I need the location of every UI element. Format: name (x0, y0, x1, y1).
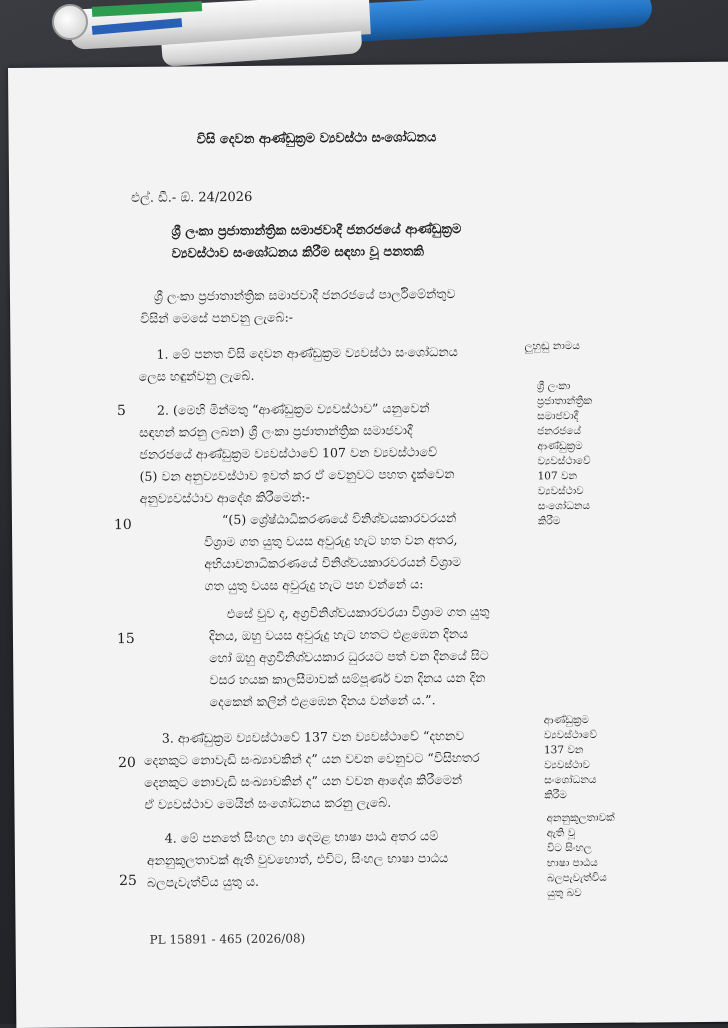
margin-note-2-line-5: ආණ්ඩුක්‍රම (537, 439, 583, 453)
margin-note-3-line-5: සංශෝධනය (544, 773, 597, 787)
line-number-20: 20 (117, 754, 136, 772)
section-4-line-3: බලපැවැත්විය යුතු ය. (147, 873, 260, 890)
margin-note-2-line-10: කිරීම (537, 515, 561, 528)
section-2-line-3: ජනරජයේ ආණ්ඩුක්‍රම ව්‍යවස්ථාවේ 107 වන ව්‍යවස්ථාවේ (139, 444, 438, 462)
preamble-line-2: විසින් මෙසේ පනවනු ලැබේ:- (140, 309, 294, 326)
margin-note-2-line-7: 107 වන (537, 470, 578, 483)
margin-note-2-line-8: ව්‍යවස්ථාව (537, 484, 584, 498)
section-3-line-2: දෙනකුට නොවැඩි සංඛ්‍යාවකින් ද” යන වචන වෙනුවට “විසිහතර (143, 749, 480, 768)
margin-note-2-line-2: ප්‍රජාතාන්ත්‍රික (536, 394, 593, 408)
margin-note-3-line-1: ආණ්ඩුක්‍රම (543, 713, 590, 727)
bill-reference: එල්. ඩී.- ඕ. 24/2026 (131, 189, 253, 206)
subtitle-line-1: ශ්‍රී ලංකා ප්‍රජාතාන්ත්‍රික සමාජවාදී ජනරජයේ ආණ්ඩුක්‍රම (171, 222, 462, 240)
footer-reference: PL 15891 - 465 (2026/08) (149, 931, 306, 947)
quote-2-line-5: දෙකෙන් කලින් එළඹෙන දිනය වන්නේ ය.”. (209, 692, 436, 710)
pen-barrel-blue (351, 0, 653, 42)
preamble-line-1: ශ්‍රී ලංකා ප්‍රජාතාන්ත්‍රික සමාජවාදී ජනරජයේ පාර්ලිමේන්තුව (153, 286, 456, 304)
quote-2-line-3: හෝ ඔහු අග්‍රවිනිශ්චයකාර ධුරයට පත් වන දිනයේ සිට (209, 647, 489, 666)
section-3-line-4: ඒ ව්‍යවස්ථාව මෙයින් සංශෝධනය කරනු ලැබේ. (144, 794, 392, 812)
margin-note-4-line-2: ඇති වූ (546, 827, 576, 840)
margin-note-3-line-3: 137 වන (543, 744, 584, 757)
document-title: විසි දෙවන ආණ්ඩුක්‍රම ව්‍යවස්ථා සංශෝධනය (196, 130, 437, 148)
margin-note-2-line-4: ජනරජයේ (537, 425, 582, 438)
pen-clip-ring (52, 4, 88, 40)
section-2-line-5: අනුව්‍යවස්ථාව ආදේශ කිරීමෙන්:- (139, 489, 310, 506)
line-number-10: 10 (113, 516, 132, 534)
quote-1-line-1: “(5) ශ්‍රේෂ්ඨාධිකරණයේ විනිශ්චයකාරවරයන් (221, 510, 457, 528)
margin-note-4-line-1: අනනුකූලතාවක් (546, 811, 615, 825)
margin-note-4-line-5: බලපැවැත්විය (547, 871, 607, 885)
section-4-line-1: 4. මේ පනතේ සිංහල හා දෙමළ භාෂා පාඨ අතර යම් (164, 828, 439, 846)
margin-note-2-line-1: ශ්‍රී ලංකා (536, 380, 571, 393)
margin-note-3-line-4: ව්‍යවස්ථාව (544, 758, 591, 772)
section-1-line-2: ලෙස හඳුන්වනු ලැබේ. (138, 367, 255, 384)
margin-note-4-line-4: භාෂා පාඨය (546, 856, 598, 870)
line-number-25: 25 (119, 872, 137, 890)
margin-note-2-line-6: ව්‍යවස්ථාවේ (537, 454, 591, 468)
section-2-line-4: (5) වන අනුව්‍යවස්ථාව ඉවත් කර ඒ වෙනුවට පහත දැක්වෙන (139, 466, 455, 484)
margin-note-4-line-3: විට සිංහල (546, 841, 592, 855)
margin-note-2-line-9: සංශෝධනය (537, 499, 591, 513)
margin-note-4-line-6: යුතු බව (547, 887, 582, 900)
quote-2-line-4: වසර හයක කාලසීමාවක් සම්පූර්ණ වන දිනය යන දින (209, 669, 486, 688)
document-page (8, 62, 728, 1028)
margin-note-3-line-6: කිරීම (544, 789, 567, 802)
quote-1-line-2: විශ්‍රාම ගත යුතු වයස අවුරුදු හැට හත වන අතර, (204, 532, 458, 550)
quote-1-line-3: අභියාචනාධිකරණයේ විනිශ්චයකාරවරයන් විශ්‍රාම (204, 554, 462, 572)
quote-2-line-2: දිනය, ඔහු වයස අවුරුදු හැට හතට එළඹෙන දිනය (208, 626, 469, 644)
section-3-line-3: දෙනකුට නොවැඩි සංඛ්‍යාවකින් ද” යන වචන ආදේශ කිරීමෙන් (144, 772, 463, 790)
quote-2-line-1: එසේ වුව ද, අග්‍රවිනිශ්චයකාරවරයා විශ්‍රාම ගත යුතු (226, 603, 490, 622)
section-2-line-2: සඳහන් කරනු ලබන) ශ්‍රී ලංකා ප්‍රජාතාන්ත්‍රික සමාජවාදී (139, 422, 413, 440)
margin-note-1-line-1: ලුහුඬු නාමය (524, 340, 580, 353)
line-number-15: 15 (116, 630, 135, 648)
section-1-line-1: 1. මේ පනත විසි දෙවන ආණ්ඩුක්‍රම ව්‍යවස්ථා සංශෝධනය (156, 344, 458, 362)
quote-1-line-4: ගත යුතු වයස අවුරුදු හැට පහ වන්නේ ය: (204, 576, 424, 594)
section-4-line-2: අනනුකූලතාවක් ඇති වුවහොත්, එවිට, සිංහල භාෂා පාඨය (146, 850, 449, 868)
margin-note-3-line-2: ව්‍යවස්ථාවේ (543, 728, 598, 742)
subtitle-line-2: ව්‍යවස්ථාව සංශෝධනය කිරීම සඳහා වූ පනතකි (171, 244, 424, 262)
margin-note-2-line-3: සමාජවාදී (537, 410, 579, 423)
section-3-line-1: 3. ආණ්ඩුක්‍රම ව්‍යවස්ථාවේ 137 වන ව්‍යවස්ථාවේ “දහනව (161, 728, 465, 746)
line-number-5: 5 (116, 402, 126, 420)
section-2-line-1: 2. (මෙහි මින්මතු “ආණ්ඩුක්‍රම ව්‍යවස්ථාව” යනුවෙන් (156, 400, 430, 418)
